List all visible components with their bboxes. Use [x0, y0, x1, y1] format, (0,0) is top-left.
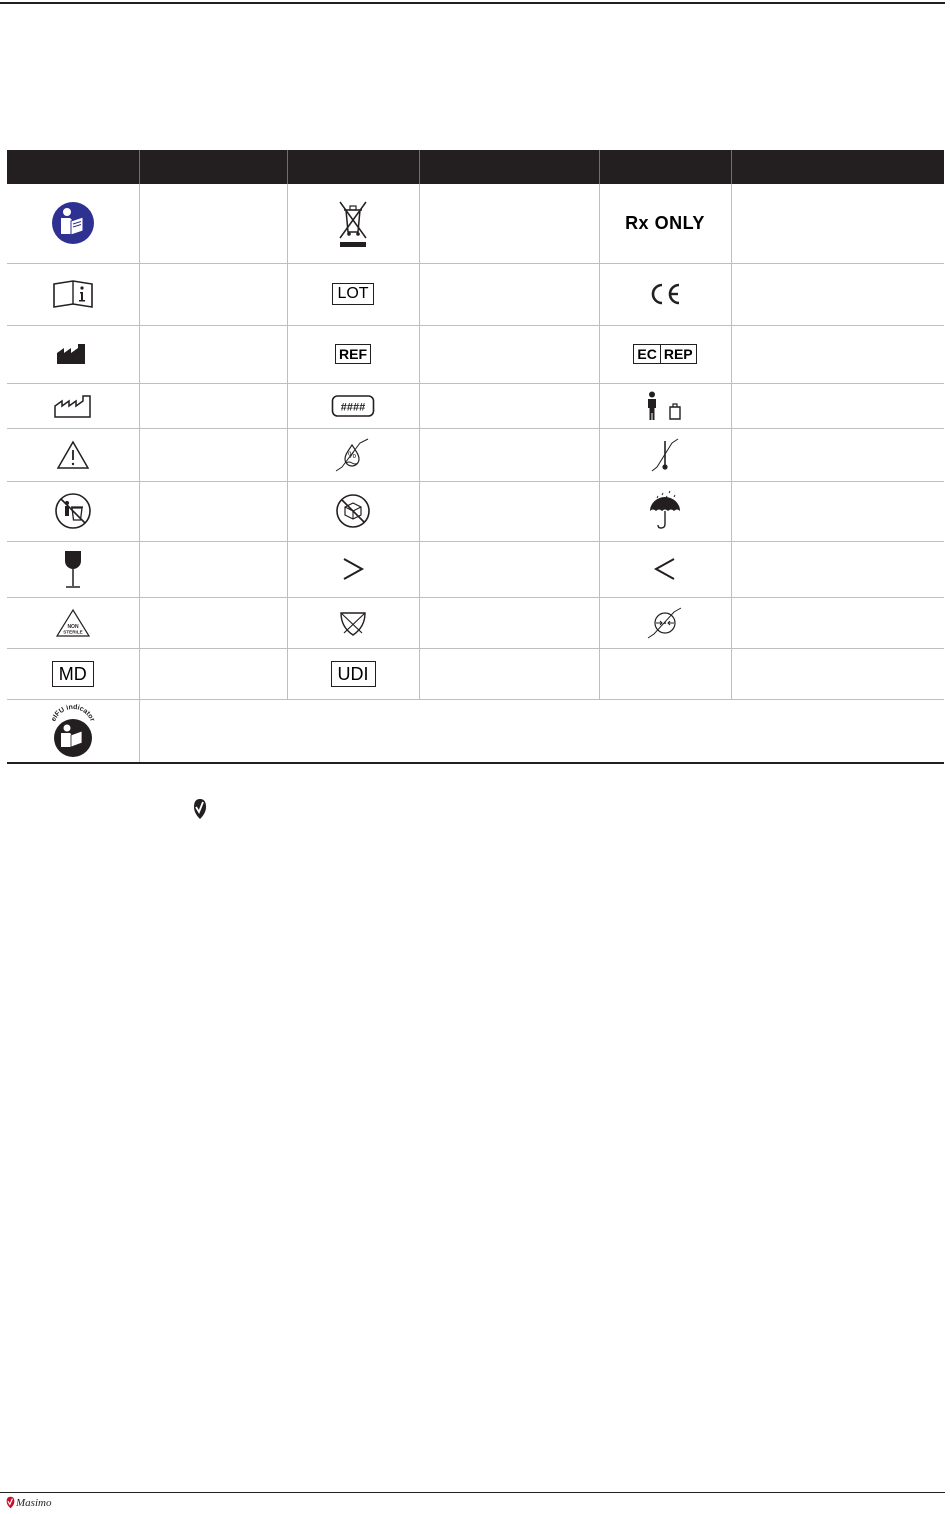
description-cell	[139, 184, 287, 263]
temperature-limitation-icon	[650, 437, 680, 473]
ec-rep-label	[633, 344, 696, 364]
symbol-cell	[287, 325, 419, 383]
table-row	[7, 184, 944, 263]
header-cell	[139, 150, 287, 184]
non-text: NON	[67, 623, 79, 630]
table-header-row	[7, 150, 944, 184]
symbol-cell	[7, 648, 139, 699]
table-row	[7, 699, 944, 763]
description-cell	[419, 541, 599, 597]
symbol-cell	[7, 541, 139, 597]
symbol-cell	[287, 597, 419, 648]
symbol-cell	[7, 325, 139, 383]
ec-text: EC	[637, 346, 657, 362]
description-cell	[731, 428, 944, 481]
header-cell	[7, 150, 139, 184]
symbol-cell	[287, 428, 419, 481]
atmospheric-pressure-limitation-icon	[646, 606, 684, 640]
keep-dry-umbrella-icon	[647, 491, 683, 531]
caution-icon	[56, 440, 90, 470]
less-than-icon	[653, 556, 677, 582]
description-cell	[731, 184, 944, 263]
symbol-cell	[599, 541, 731, 597]
symbol-cell	[287, 184, 419, 263]
description-cell	[139, 648, 287, 699]
symbol-cell	[599, 428, 731, 481]
greater-than-icon	[341, 556, 365, 582]
description-cell	[139, 263, 287, 325]
description-cell	[419, 428, 599, 481]
description-cell	[419, 481, 599, 541]
not-natural-rubber-latex-icon	[338, 609, 368, 637]
symbol-cell	[287, 648, 419, 699]
symbol-cell	[287, 541, 419, 597]
header-cell	[419, 150, 599, 184]
description-cell	[139, 597, 287, 648]
symbol-cell	[599, 597, 731, 648]
rep-text: REP	[660, 345, 696, 363]
symbol-cell	[7, 481, 139, 541]
table-row	[7, 648, 944, 699]
non-sterile-icon	[55, 608, 91, 638]
masimo-logo-icon	[6, 1496, 15, 1509]
date-of-manufacture-icon	[54, 394, 92, 418]
symbol-cell	[599, 325, 731, 383]
description-cell	[139, 541, 287, 597]
table-row	[7, 428, 944, 481]
description-cell	[139, 428, 287, 481]
description-cell	[139, 383, 287, 428]
table-row	[7, 597, 944, 648]
symbols-table	[7, 150, 944, 764]
header-cell	[599, 150, 731, 184]
patient-weight-icon	[644, 391, 686, 421]
fragile-icon	[61, 549, 85, 589]
description-cell	[731, 325, 944, 383]
udi-label: UDI	[331, 661, 376, 687]
description-cell	[419, 597, 599, 648]
symbol-cell	[7, 428, 139, 481]
do-not-discard-icon	[54, 492, 92, 530]
symbol-cell	[599, 481, 731, 541]
weee-bin-icon	[336, 198, 370, 248]
header-cell	[287, 150, 419, 184]
table-row	[7, 263, 944, 325]
humidity-limitation-icon	[334, 437, 372, 473]
symbol-cell	[599, 383, 731, 428]
description-cell	[419, 648, 599, 699]
description-cell	[139, 481, 287, 541]
masimo-pulse-icon	[193, 798, 207, 820]
description-cell	[731, 597, 944, 648]
symbol-cell	[599, 648, 731, 699]
consult-instructions-icon	[52, 279, 94, 309]
lot-label: LOT	[332, 283, 373, 305]
symbol-cell	[7, 383, 139, 428]
md-label: MD	[52, 661, 94, 687]
ref-label: REF	[335, 344, 371, 364]
description-cell	[419, 325, 599, 383]
table-row	[7, 325, 944, 383]
humidity-text: %	[347, 449, 357, 460]
symbol-cell	[287, 263, 419, 325]
symbol-cell	[7, 597, 139, 648]
bottom-rule	[0, 1492, 945, 1493]
header-cell	[731, 150, 944, 184]
sterile-text: STERILE	[63, 629, 83, 634]
symbol-cell	[287, 383, 419, 428]
description-cell	[731, 383, 944, 428]
batch-text: ####	[340, 401, 366, 413]
footer-logo	[6, 1496, 51, 1509]
description-cell	[419, 263, 599, 325]
symbol-cell	[7, 699, 139, 763]
description-cell	[731, 263, 944, 325]
eifu-text-path: eIFU indicator	[50, 703, 96, 723]
symbol-cell	[599, 263, 731, 325]
eifu-indicator-icon	[48, 702, 98, 760]
symbol-cell	[7, 184, 139, 263]
brand-name: Masimo	[16, 1496, 52, 1509]
manufacturer-icon	[56, 343, 90, 365]
description-cell	[139, 325, 287, 383]
description-cell	[731, 648, 944, 699]
follow-instructions-icon	[51, 201, 95, 245]
symbol-cell	[599, 184, 731, 263]
table-row	[7, 541, 944, 597]
batch-number-icon	[331, 394, 375, 418]
symbol-cell	[7, 263, 139, 325]
ce-mark-icon	[648, 282, 682, 306]
table-row	[7, 481, 944, 541]
description-cell	[419, 184, 599, 263]
top-rule	[0, 2, 945, 4]
description-cell-wide	[139, 699, 944, 763]
table-row	[7, 383, 944, 428]
rx-only-label: Rx ONLY	[625, 212, 705, 233]
description-cell	[731, 541, 944, 597]
description-cell	[419, 383, 599, 428]
description-cell	[731, 481, 944, 541]
do-not-use-if-damaged-icon	[335, 493, 371, 529]
symbol-cell	[287, 481, 419, 541]
